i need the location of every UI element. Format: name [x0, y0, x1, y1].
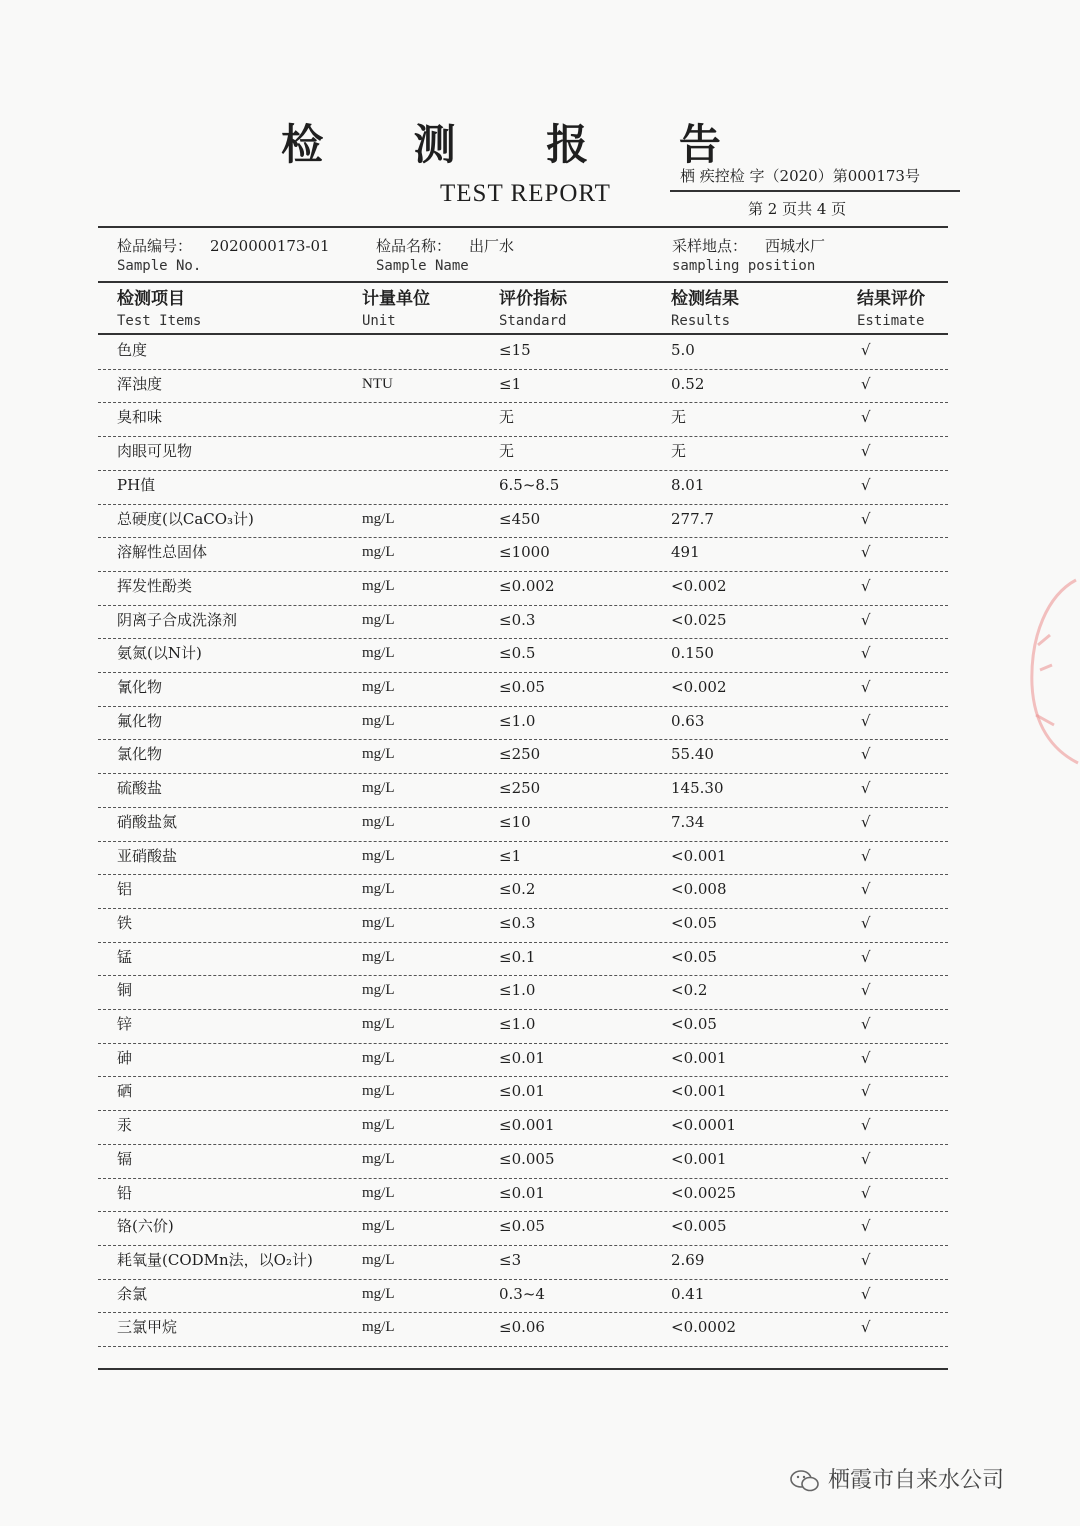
row-standard: ≤450 — [499, 509, 541, 528]
row-result: <0.002 — [671, 576, 727, 595]
row-divider — [98, 1346, 948, 1347]
table-row — [0, 472, 1080, 506]
row-standard: ≤0.1 — [499, 947, 536, 966]
row-standard: ≤0.01 — [499, 1183, 545, 1202]
row-item: 硝酸盐氮 — [117, 812, 178, 831]
row-item: 耗氧量(CODMn法，以O₂计) — [117, 1250, 313, 1269]
row-divider — [98, 1178, 948, 1179]
table-row — [0, 337, 1080, 371]
row-divider — [98, 1009, 948, 1010]
row-result: 145.30 — [671, 779, 724, 798]
row-estimate: √ — [861, 576, 871, 595]
header-results-cn: 检测结果 — [671, 289, 739, 309]
row-result: <0.008 — [671, 880, 727, 899]
row-result: 277.7 — [671, 509, 714, 528]
sample-name-value: 出厂水 — [469, 237, 515, 255]
row-unit: mg/L — [362, 1218, 395, 1235]
row-divider — [98, 537, 948, 538]
sampling-position-label: 采样地点： — [672, 237, 748, 255]
row-estimate: √ — [861, 610, 871, 629]
row-estimate: √ — [861, 1082, 871, 1101]
header-standard — [499, 288, 567, 332]
header-estimate — [857, 288, 925, 332]
row-item: 阴离子合成洗涤剂 — [117, 610, 238, 629]
row-estimate: √ — [861, 341, 871, 359]
sample-name-field — [376, 236, 514, 276]
row-item: 铬(六价) — [117, 1217, 174, 1236]
wechat-icon — [790, 1469, 820, 1493]
row-item: 氰化物 — [117, 678, 163, 696]
table-row — [0, 876, 1080, 910]
report-title-en: TEST REPORT — [440, 180, 611, 207]
row-estimate: √ — [861, 846, 871, 865]
row-item: 溶解性总固体 — [117, 543, 208, 562]
table-row — [0, 809, 1080, 843]
row-result: <0.001 — [671, 846, 727, 865]
row-estimate: √ — [861, 880, 871, 899]
row-standard: ≤0.2 — [499, 880, 536, 899]
report-title-cn: 检 测 报 告 — [281, 120, 759, 169]
row-item: 余氯 — [117, 1284, 148, 1303]
row-estimate: √ — [861, 779, 871, 798]
row-item: 色度 — [117, 341, 148, 359]
row-standard: ≤0.001 — [499, 1116, 555, 1135]
row-estimate: √ — [861, 1250, 871, 1269]
row-divider — [98, 1144, 948, 1145]
row-unit: mg/L — [362, 1285, 395, 1302]
table-row — [0, 1213, 1080, 1247]
row-unit: mg/L — [362, 780, 395, 797]
row-divider — [98, 672, 948, 673]
row-estimate: √ — [861, 1048, 871, 1067]
row-result: <0.005 — [671, 1217, 727, 1236]
row-divider — [98, 1312, 948, 1313]
row-estimate: √ — [861, 711, 871, 730]
row-estimate: √ — [861, 644, 871, 663]
row-unit: mg/L — [362, 948, 395, 965]
row-result: <0.001 — [671, 1149, 727, 1168]
sampling-position-value: 西城水厂 — [765, 237, 826, 255]
header-standard-cn: 评价指标 — [499, 289, 567, 309]
document-number: 栖 疾控检 字（2020）第000173号 — [670, 165, 960, 192]
row-estimate: √ — [861, 509, 871, 528]
row-result: <0.0002 — [671, 1318, 737, 1337]
sample-name-label: 检品名称： — [376, 237, 452, 255]
row-standard: ≤10 — [499, 812, 531, 831]
table-row — [0, 438, 1080, 472]
row-result: <0.05 — [671, 913, 717, 932]
table-row — [0, 1247, 1080, 1281]
table-row — [0, 1281, 1080, 1315]
row-estimate: √ — [861, 745, 871, 764]
row-unit: mg/L — [362, 746, 395, 763]
row-standard: ≤1 — [499, 846, 522, 865]
table-row — [0, 1078, 1080, 1112]
row-estimate: √ — [861, 1217, 871, 1236]
row-standard: 0.3~4 — [499, 1284, 545, 1303]
row-estimate: √ — [861, 1149, 871, 1168]
row-unit: mg/L — [362, 611, 395, 628]
row-item: 锰 — [117, 947, 133, 966]
row-standard: ≤0.06 — [499, 1318, 545, 1337]
top-rule — [98, 226, 948, 228]
table-row — [0, 1011, 1080, 1045]
row-divider — [98, 942, 948, 943]
row-result: <0.0001 — [671, 1116, 737, 1135]
header-test-items-cn: 检测项目 — [117, 289, 185, 309]
table-row — [0, 607, 1080, 641]
header-standard-en: Standard — [499, 313, 567, 329]
row-unit: mg/L — [362, 881, 395, 898]
row-standard: ≤0.01 — [499, 1082, 545, 1101]
row-item: 铝 — [117, 880, 133, 899]
header-rule — [98, 333, 948, 335]
row-item: 三氯甲烷 — [117, 1318, 178, 1337]
watermark-text: 栖霞市自来水公司 — [828, 1468, 1005, 1493]
row-result: 0.63 — [671, 711, 705, 730]
table-row — [0, 640, 1080, 674]
row-item: 硫酸盐 — [117, 779, 163, 798]
row-unit: mg/L — [362, 1251, 395, 1268]
row-divider — [98, 605, 948, 606]
row-unit: mg/L — [362, 1117, 395, 1134]
header-estimate-en: Estimate — [857, 313, 925, 329]
sample-number-label: 检品编号： — [117, 237, 193, 255]
info-rule — [98, 281, 948, 283]
row-result: <0.05 — [671, 1015, 717, 1033]
row-result: 无 — [671, 408, 687, 427]
table-row — [0, 977, 1080, 1011]
row-standard: ≤250 — [499, 745, 541, 764]
row-divider — [98, 571, 948, 572]
row-unit: mg/L — [362, 982, 395, 999]
table-row — [0, 674, 1080, 708]
row-unit: mg/L — [362, 1016, 395, 1032]
row-unit: mg/L — [362, 1184, 395, 1201]
table-row — [0, 1045, 1080, 1079]
row-item: PH值 — [117, 475, 156, 494]
row-divider — [98, 1110, 948, 1111]
row-result: 8.01 — [671, 475, 705, 494]
row-item: 汞 — [117, 1116, 133, 1135]
row-divider — [98, 1076, 948, 1077]
row-result: 0.52 — [671, 374, 705, 393]
row-estimate: √ — [861, 442, 871, 461]
row-unit: mg/L — [362, 679, 395, 695]
table-row — [0, 1180, 1080, 1214]
header-unit-cn: 计量单位 — [362, 289, 430, 309]
row-divider — [98, 402, 948, 403]
row-divider — [98, 706, 948, 707]
row-result: <0.001 — [671, 1048, 727, 1067]
row-divider — [98, 908, 948, 909]
header-unit-en: Unit — [362, 313, 396, 329]
row-divider — [98, 638, 948, 639]
row-divider — [98, 470, 948, 471]
row-standard: ≤1.0 — [499, 981, 536, 1000]
row-divider — [98, 504, 948, 505]
header-unit — [362, 288, 430, 332]
row-estimate: √ — [861, 947, 871, 966]
row-standard: ≤0.5 — [499, 644, 536, 663]
table-row — [0, 708, 1080, 742]
row-unit: mg/L — [362, 1083, 395, 1100]
row-estimate: √ — [861, 408, 871, 427]
row-standard: ≤0.3 — [499, 610, 536, 629]
row-unit: mg/L — [362, 914, 395, 931]
stamp-seal-icon — [1018, 575, 1080, 765]
row-unit: mg/L — [362, 1150, 395, 1167]
table-row — [0, 944, 1080, 978]
row-result: <0.002 — [671, 678, 727, 696]
row-item: 镉 — [117, 1149, 133, 1168]
row-standard: ≤0.3 — [499, 913, 536, 932]
row-unit: NTU — [362, 375, 393, 392]
row-item: 氨氮(以N计) — [117, 644, 202, 663]
header-test-items — [117, 288, 201, 332]
table-row — [0, 741, 1080, 775]
row-item: 挥发性酚类 — [117, 576, 193, 595]
sample-number-field — [117, 236, 330, 276]
row-estimate: √ — [861, 1015, 871, 1033]
row-unit: mg/L — [362, 712, 395, 729]
header-results — [671, 288, 739, 332]
row-result: 0.150 — [671, 644, 714, 663]
page-number: 第 2 页共 4 页 — [748, 200, 847, 218]
row-result: <0.0025 — [671, 1183, 737, 1202]
row-standard: ≤0.05 — [499, 678, 545, 696]
row-item: 亚硝酸盐 — [117, 846, 178, 865]
row-result: <0.025 — [671, 610, 727, 629]
row-standard: ≤0.01 — [499, 1048, 545, 1067]
table-row — [0, 1314, 1080, 1348]
row-result: <0.05 — [671, 947, 717, 966]
row-unit: mg/L — [362, 510, 395, 527]
row-estimate: √ — [861, 913, 871, 932]
row-estimate: √ — [861, 1318, 871, 1337]
sample-number-value: 2020000173-01 — [210, 237, 330, 255]
row-item: 浑浊度 — [117, 374, 163, 393]
row-item: 硒 — [117, 1082, 133, 1101]
row-item: 砷 — [117, 1048, 133, 1067]
row-divider — [98, 874, 948, 875]
sampling-position-field — [672, 236, 825, 276]
row-divider — [98, 975, 948, 976]
sample-number-label-en: Sample No. — [117, 258, 202, 274]
row-result: <0.001 — [671, 1082, 727, 1101]
row-result: 0.41 — [671, 1284, 705, 1303]
row-divider — [98, 841, 948, 842]
row-standard: 无 — [499, 442, 515, 461]
row-divider — [98, 773, 948, 774]
row-unit: mg/L — [362, 813, 395, 830]
row-unit: mg/L — [362, 1319, 395, 1336]
row-item: 锌 — [117, 1015, 133, 1033]
row-unit: mg/L — [362, 1049, 395, 1066]
row-result: 7.34 — [671, 812, 705, 831]
row-estimate: √ — [861, 543, 871, 562]
row-estimate: √ — [861, 374, 871, 393]
bottom-rule — [98, 1368, 948, 1370]
row-standard: 无 — [499, 408, 515, 427]
row-item: 铅 — [117, 1183, 133, 1202]
header-estimate-cn: 结果评价 — [857, 289, 925, 309]
row-standard: ≤0.05 — [499, 1217, 545, 1236]
row-item: 氯化物 — [117, 745, 163, 764]
row-estimate: √ — [861, 475, 871, 494]
row-divider — [98, 807, 948, 808]
row-result: 2.69 — [671, 1250, 705, 1269]
table-row — [0, 506, 1080, 540]
row-standard: ≤0.005 — [499, 1149, 555, 1168]
row-divider — [98, 369, 948, 370]
table-row — [0, 404, 1080, 438]
red-stamp-fragment — [1018, 575, 1080, 765]
row-unit: mg/L — [362, 577, 395, 594]
row-estimate: √ — [861, 678, 871, 696]
row-result: 无 — [671, 442, 687, 461]
row-divider — [98, 1211, 948, 1212]
row-divider — [98, 1279, 948, 1280]
table-row — [0, 910, 1080, 944]
row-estimate: √ — [861, 1116, 871, 1135]
row-item: 铁 — [117, 913, 133, 932]
row-item: 铜 — [117, 981, 133, 1000]
sampling-position-label-en: sampling position — [672, 258, 816, 274]
row-result: <0.2 — [671, 981, 708, 1000]
row-unit: mg/L — [362, 847, 395, 864]
row-divider — [98, 1245, 948, 1246]
row-standard: ≤1.0 — [499, 711, 536, 730]
table-row — [0, 1146, 1080, 1180]
header-results-en: Results — [671, 313, 731, 329]
row-result: 55.40 — [671, 745, 714, 764]
row-result: 491 — [671, 543, 700, 562]
row-item: 臭和味 — [117, 408, 163, 427]
sample-name-label-en: Sample Name — [376, 258, 469, 274]
table-row — [0, 573, 1080, 607]
row-unit: mg/L — [362, 544, 395, 561]
row-divider — [98, 739, 948, 740]
table-row — [0, 539, 1080, 573]
header-test-items-en: Test Items — [117, 313, 202, 329]
table-row — [0, 775, 1080, 809]
row-estimate: √ — [861, 1183, 871, 1202]
table-row — [0, 1112, 1080, 1146]
row-standard: ≤1000 — [499, 543, 550, 562]
row-divider — [98, 1043, 948, 1044]
row-item: 氟化物 — [117, 711, 163, 730]
table-row — [0, 843, 1080, 877]
row-divider — [98, 436, 948, 437]
table-row — [0, 371, 1080, 405]
row-estimate: √ — [861, 981, 871, 1000]
row-item: 肉眼可见物 — [117, 442, 193, 461]
row-standard: ≤0.002 — [499, 576, 555, 595]
row-unit: mg/L — [362, 645, 395, 662]
row-standard: ≤1.0 — [499, 1015, 536, 1033]
row-result: 5.0 — [671, 341, 695, 359]
row-standard: ≤15 — [499, 341, 531, 359]
row-estimate: √ — [861, 1284, 871, 1303]
row-standard: ≤3 — [499, 1250, 522, 1269]
watermark — [790, 1463, 1004, 1494]
row-standard: ≤250 — [499, 779, 541, 798]
row-estimate: √ — [861, 812, 871, 831]
row-standard: ≤1 — [499, 374, 522, 393]
row-standard: 6.5~8.5 — [499, 475, 560, 494]
row-item: 总硬度(以CaCO₃计) — [117, 509, 254, 528]
